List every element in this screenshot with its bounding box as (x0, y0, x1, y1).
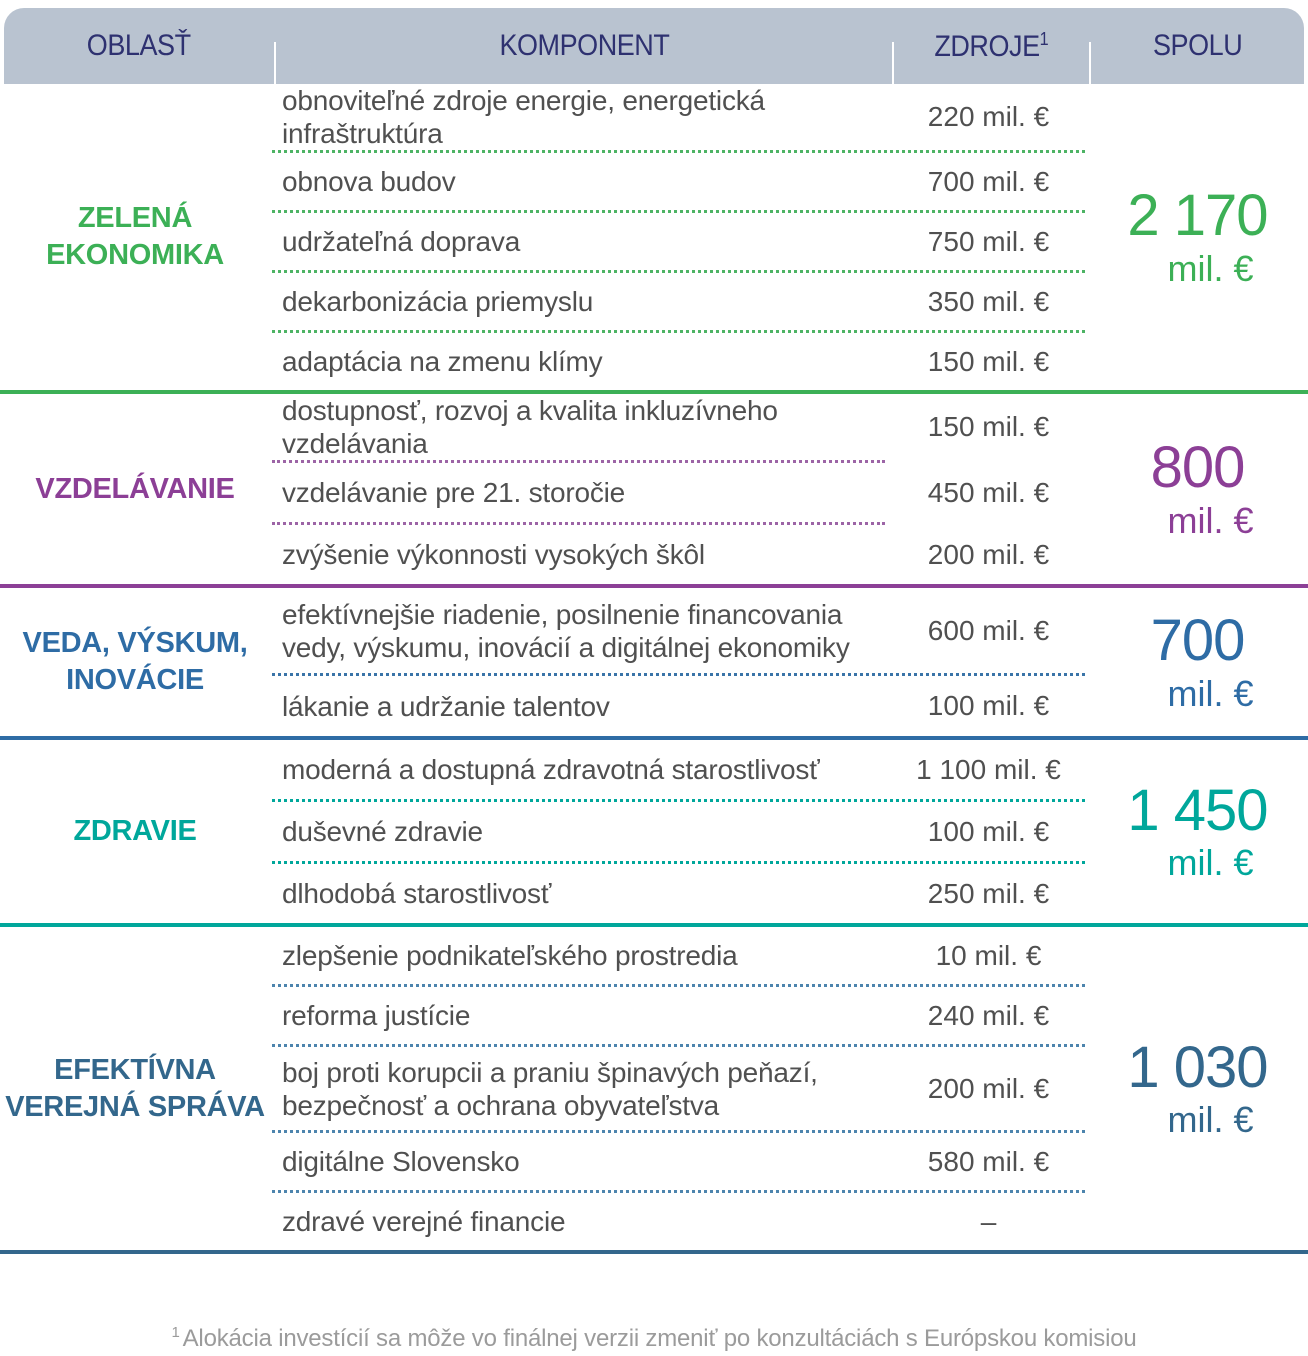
section-total (1087, 394, 1308, 584)
component-row (270, 153, 1087, 210)
section-total (1087, 84, 1308, 390)
component-label: boj proti korupcii a praniu špinavých peňazí, bezpečnosť a ochrana obyvateľstva (282, 1056, 818, 1121)
component-label: reforma justície (282, 1000, 471, 1032)
section-zelena-ekonomika (0, 84, 1308, 394)
component-row (270, 213, 1087, 270)
component-value: 700 mil. € (927, 165, 1050, 197)
component-row (270, 463, 1087, 522)
component-row (270, 740, 1087, 799)
component-value: 580 mil. € (927, 1145, 1050, 1177)
component-row (270, 1193, 1087, 1250)
component-value: – (980, 1205, 997, 1237)
area-title-line: VEREJNÁ SPRÁVA (5, 1090, 265, 1123)
component-list (270, 740, 1087, 923)
total-unit: mil. € (1167, 499, 1254, 541)
area-title (0, 84, 270, 390)
section-total (1087, 740, 1308, 923)
component-row (270, 333, 1087, 390)
component-value: 1 100 mil. € (916, 753, 1061, 785)
component-value: 350 mil. € (927, 285, 1050, 317)
component-label: moderná a dostupná zdravotná starostlivosť (282, 754, 820, 786)
component-list (270, 394, 1087, 584)
section-veda-vyskum-inovacie (0, 588, 1308, 740)
area-title-line: ZELENÁ (77, 201, 193, 234)
header-col-komponent (276, 8, 892, 84)
component-value: 150 mil. € (927, 411, 1050, 443)
section-total (1087, 927, 1308, 1250)
area-title-line: ZDRAVIE (73, 815, 197, 848)
component-label: vzdelávanie pre 21. storočie (282, 477, 626, 509)
component-row (270, 588, 1087, 673)
component-value: 240 mil. € (927, 999, 1050, 1031)
component-value: 150 mil. € (927, 345, 1050, 377)
component-label: udržateľná doprava (282, 226, 521, 258)
component-row (270, 273, 1087, 330)
footnote-marker: 1 (1039, 28, 1049, 49)
component-label: zvýšenie výkonnosti vysokých škôl (282, 539, 705, 571)
component-label: obnoviteľné zdroje energie, energetická infraštruktúra (282, 85, 765, 150)
header-col-zdroje (894, 8, 1089, 84)
component-list (270, 84, 1087, 390)
header-col-oblast (4, 8, 274, 84)
component-row (270, 802, 1087, 861)
component-label: zdravé verejné financie (282, 1206, 566, 1238)
component-label: efektívnejšie riadenie, posilnenie financovania vedy, výskumu, inovácií a digitálnej ekonomiky (282, 598, 850, 663)
component-value: 750 mil. € (927, 225, 1050, 257)
area-title (0, 394, 270, 584)
component-value: 200 mil. € (927, 538, 1050, 570)
component-row (270, 864, 1087, 923)
footnote-superscript: 1 (171, 1324, 180, 1342)
component-list (270, 588, 1087, 736)
component-value: 220 mil. € (927, 101, 1050, 133)
section-zdravie (0, 740, 1308, 927)
area-title-line: EKONOMIKA (46, 239, 224, 272)
column-header-oblast: OBLASŤ (87, 29, 191, 62)
component-row (270, 1133, 1087, 1190)
footnote-text: Alokácia investícií sa môže vo finálnej verzii zmeniť po konzultáciách s Európskou komisiou (182, 1325, 1137, 1353)
area-title-line: VZDELÁVANIE (35, 472, 235, 505)
total-amount: 1 450 (1127, 777, 1268, 843)
total-unit: mil. € (1167, 247, 1254, 289)
component-value: 100 mil. € (927, 815, 1050, 847)
component-row (270, 987, 1087, 1044)
component-row (270, 1047, 1087, 1130)
component-label: lákanie a udržanie talentov (282, 690, 610, 722)
component-value: 10 mil. € (935, 939, 1042, 971)
total-amount: 700 (1150, 608, 1245, 674)
component-value: 100 mil. € (927, 690, 1050, 722)
component-row (270, 84, 1087, 150)
section-total (1087, 588, 1308, 736)
component-label: adaptácia na zmenu klímy (282, 346, 603, 378)
area-title (0, 927, 270, 1250)
component-label: dlhodobá starostlivosť (282, 878, 552, 910)
area-title-line: VEDA, VÝSKUM, (22, 627, 248, 660)
component-label: duševné zdravie (282, 816, 483, 848)
table-header (4, 8, 1304, 84)
component-value: 250 mil. € (927, 877, 1050, 909)
component-label: dostupnosť, rozvoj a kvalita inkluzívneho vzdelávania (282, 395, 778, 460)
component-row (270, 525, 1087, 584)
area-title (0, 740, 270, 923)
component-label: dekarbonizácia priemyslu (282, 286, 594, 318)
area-title-line: EFEKTÍVNA (54, 1053, 216, 1086)
component-label: digitálne Slovensko (282, 1146, 520, 1178)
column-header-komponent: KOMPONENT (499, 29, 669, 62)
header-col-spolu (1091, 8, 1304, 84)
component-row (270, 676, 1087, 736)
total-amount: 1 030 (1127, 1034, 1268, 1100)
component-label: obnova budov (282, 166, 456, 198)
component-row (270, 927, 1087, 984)
footnote (0, 1324, 1308, 1353)
total-amount: 800 (1150, 435, 1245, 501)
area-title-line: INOVÁCIE (66, 664, 204, 697)
section-vzdelavanie (0, 394, 1308, 588)
component-label: zlepšenie podnikateľského prostredia (282, 940, 738, 972)
total-unit: mil. € (1167, 672, 1254, 714)
section-efektivna-verejna-sprava (0, 927, 1308, 1254)
total-amount: 2 170 (1127, 183, 1268, 249)
component-value: 200 mil. € (927, 1072, 1050, 1104)
column-header-spolu: SPOLU (1152, 29, 1243, 62)
area-title (0, 588, 270, 736)
component-row (270, 394, 1087, 460)
component-value: 600 mil. € (927, 614, 1050, 646)
total-unit: mil. € (1167, 1099, 1254, 1141)
component-list (270, 927, 1087, 1250)
column-header-zdroje: ZDROJE$^1$ (934, 28, 1049, 63)
total-unit: mil. € (1167, 842, 1254, 884)
component-value: 450 mil. € (927, 476, 1050, 508)
